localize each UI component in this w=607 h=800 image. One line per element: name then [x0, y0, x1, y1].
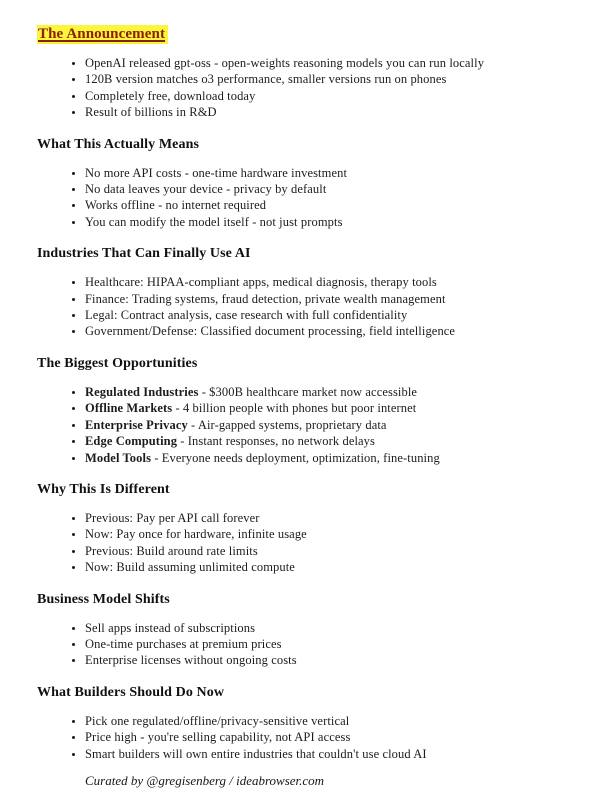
section-heading: The Biggest Opportunities [37, 355, 198, 371]
bullet-list [37, 713, 567, 762]
bullet-item: • Offline Markets - 4 billion people with phones but poor internet [85, 400, 567, 416]
bullet-item: • Regulated Industries - $300B healthcare market now accessible [85, 384, 567, 400]
section-heading: Business Model Shifts [37, 591, 170, 607]
bullet-item: • Now: Pay once for hardware, infinite usage [85, 526, 567, 542]
bullet-item: • Healthcare: HIPAA-compliant apps, medical diagnosis, therapy tools [85, 274, 567, 290]
bullet-bold-label: Edge Computing [85, 434, 178, 449]
bullet-bold-label: Enterprise Privacy [85, 417, 188, 432]
bullet-item: • Enterprise Privacy - Air-gapped systems, proprietary data [85, 417, 567, 433]
bullet-item: • Government/Defense: Classified document processing, field intelligence [85, 323, 567, 339]
section-heading: Why This Is Different [37, 481, 170, 497]
section-heading: Industries That Can Finally Use AI [37, 246, 251, 262]
bullet-item: • One-time purchases at premium prices [85, 636, 567, 652]
bullet-bold-label: Regulated Industries [85, 384, 199, 399]
bullet-list [37, 55, 567, 121]
doc-title-highlight: The Announcement [37, 25, 168, 44]
bullet-item: • No data leaves your device - privacy by default [85, 181, 567, 197]
bullet-item: • Enterprise licenses without ongoing costs [85, 652, 567, 668]
section-heading: What Builders Should Do Now [37, 684, 225, 700]
bullet-item: • Completely free, download today [85, 88, 567, 104]
bullet-list [37, 274, 567, 340]
bullet-item: • No more API costs - one-time hardware investment [85, 165, 567, 181]
bullet-item: • OpenAI released gpt-oss - open-weights reasoning models you can run locally [85, 55, 567, 71]
bullet-item: • Previous: Pay per API call forever [85, 510, 567, 526]
bullet-item: • Now: Build assuming unlimited compute [85, 559, 567, 575]
bullet-list [37, 165, 567, 231]
bullet-item: • Pick one regulated/offline/privacy-sensitive vertical [85, 713, 567, 729]
bullet-list [37, 384, 567, 466]
sections [37, 24, 567, 762]
bullet-list [37, 510, 567, 576]
bullet-item: • Works offline - no internet required [85, 197, 567, 213]
bullet-item: • You can modify the model itself - not just prompts [85, 214, 567, 230]
bullet-item: • Edge Computing - Instant responses, no network delays [85, 433, 567, 449]
bullet-item: • Previous: Build around rate limits [85, 543, 567, 559]
bullet-item: • Price high - you're selling capability, not API access [85, 729, 567, 745]
bullet-bold-label: Offline Markets [85, 401, 173, 416]
doc-footer: Curated by @gregisenberg / ideabrowser.com [85, 772, 325, 788]
bullet-item: • Result of billions in R&D [85, 104, 567, 120]
bullet-item: • Finance: Trading systems, fraud detection, private wealth management [85, 291, 567, 307]
bullet-bold-label: Model Tools [85, 450, 152, 465]
bullet-item: • Model Tools - Everyone needs deployment, optimization, fine-tuning [85, 450, 567, 466]
bullet-item: • Sell apps instead of subscriptions [85, 620, 567, 636]
bullet-item: • Legal: Contract analysis, case research with full confidentiality [85, 307, 567, 323]
bullet-item: • Smart builders will own entire industries that couldn't use cloud AI [85, 746, 567, 762]
doc-title [37, 24, 567, 44]
bullet-list [37, 620, 567, 669]
section-heading: What This Actually Means [37, 136, 199, 152]
bullet-item: • 120B version matches o3 performance, smaller versions run on phones [85, 71, 567, 87]
